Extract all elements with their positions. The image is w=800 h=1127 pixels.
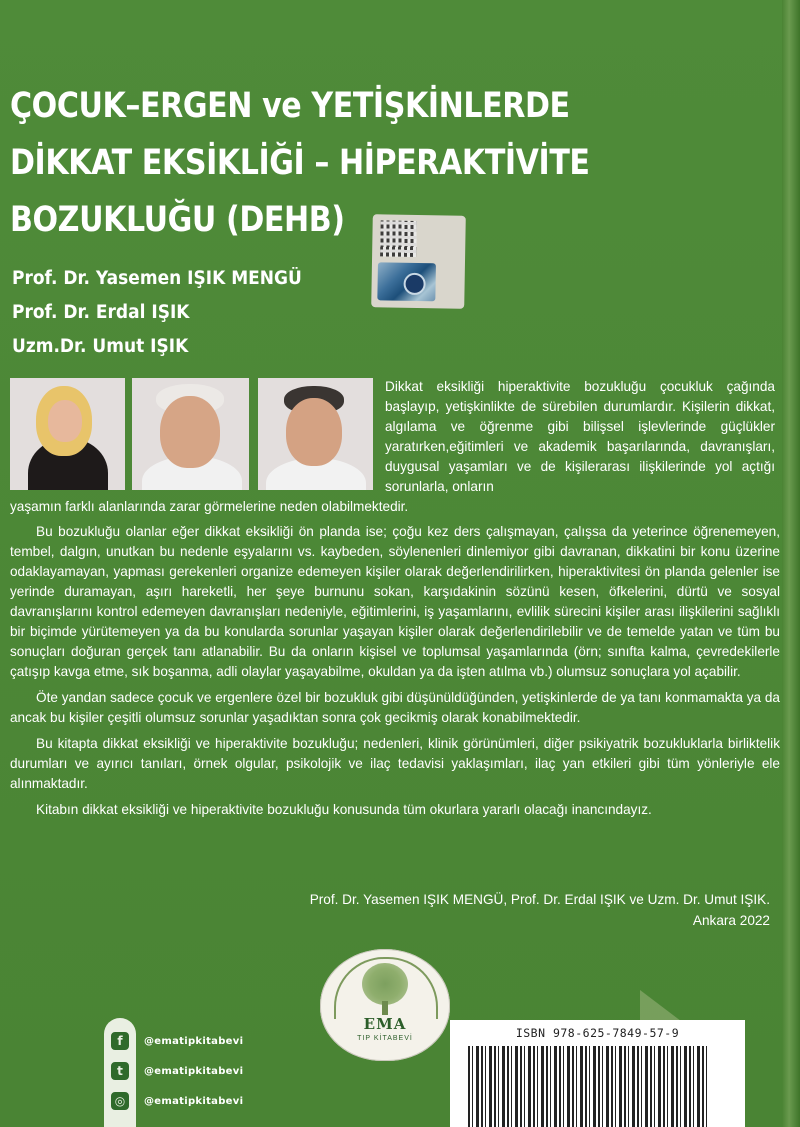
instagram-icon: ◎ bbox=[111, 1092, 129, 1110]
twitter-icon: t bbox=[111, 1062, 129, 1080]
hologram-icon bbox=[377, 262, 436, 301]
security-sticker bbox=[371, 214, 466, 309]
body-paragraph: Öte yandan sadece çocuk ve ergenlere özel bir bozukluk gibi düşünüldüğünden, yetişkinlerde de ya tanı konmamakta ya da ancak bu kişiler çeşitli olumsuz sorunlar yaşadıktan sonra çok gecikmiş olarak konabilmektedir. bbox=[10, 690, 780, 725]
facebook-handle: @ematipkitabevi bbox=[144, 1036, 244, 1047]
author-photo bbox=[132, 378, 249, 490]
body-text bbox=[10, 522, 780, 826]
social-icon-strip bbox=[104, 1018, 136, 1127]
instagram-handle: @ematipkitabevi bbox=[144, 1096, 244, 1107]
place-date: Ankara 2022 bbox=[692, 913, 770, 928]
isbn-number: ISBN 978-625-7849-57-9 bbox=[515, 1026, 680, 1040]
author-photo bbox=[258, 378, 373, 490]
publisher-subtitle: TIP KİTABEVİ bbox=[357, 1035, 413, 1042]
publisher-logo bbox=[320, 949, 450, 1061]
title-line: ÇOCUK–ERGEN ve YETİŞKİNLERDE bbox=[10, 86, 570, 126]
intro-paragraph-continued: yaşamın farklı alanlarında zarar görmelerine neden olabilmektedir. bbox=[10, 499, 409, 514]
spine-edge bbox=[782, 0, 800, 1127]
author-name: Prof. Dr. Yasemen IŞIK MENGÜ bbox=[12, 268, 302, 289]
author-list bbox=[12, 262, 302, 364]
signature-authors: Prof. Dr. Yasemen IŞIK MENGÜ, Prof. Dr. Erdal IŞIK ve Uzm. Dr. Umut IŞIK. bbox=[309, 892, 770, 907]
book-title bbox=[10, 78, 590, 249]
title-line: BOZUKLUĞU (DEHB) bbox=[10, 200, 345, 240]
signature-block bbox=[310, 889, 770, 931]
author-name: Uzm.Dr. Umut IŞIK bbox=[12, 336, 189, 357]
barcode-icon bbox=[468, 1046, 708, 1127]
body-paragraph: Bu bozukluğu olanlar eğer dikkat eksikliği ön planda ise; çoğu kez ders çalışmayan, çalışsa da yeterince öğrenemeyen, tembel, dalgın, unutkan bu nedenle eşyalarını vs. kaybeden, söylenenleri dinlemiyor gibi davranan, dikkatini bir konu üzerine odaklayamayan, yapması gerekenleri organize edemeyen kişiler olarak değerlendirilirken, hiperaktivitesi ön planda gelenler ise yerinde duramayan, aşırı hareketli, her şeye burnunu sokan, karşıdakinin sözünü kesen, öfkelerini, dürtü ve sosyal davranışlarını kontrol edemeyen davranışları nedeniyle, eğitimlerini, iş yaşamlarını, evlilik sürecini kişiler arası ilişkilerini sağlıklı bir biçimde yürütemeyen ya da bu konularda sorunlar yaşayan kişiler olarak değerlendirilebilir ve de temelde yatan ve tüm bu sonuçları doğuran gerçek tanı atlanabilir. Bu da onların kişisel ve toplumsal yaşamlarında (örn; sınıfta kalma, çevredekilerle çatışıp kavga etme, sık boşanma, adli olaylar yaşayabilme, okuldan ya da işten atılma vb.) olumsuz sonuçlara yol açabilir. bbox=[10, 524, 780, 679]
author-name: Prof. Dr. Erdal IŞIK bbox=[12, 302, 190, 323]
body-paragraph: Bu kitapta dikkat eksikliği ve hiperaktivite bozukluğu; nedenleri, klinik görünümleri, diğer psikiyatrik bozukluklarla birliktelik durumları ve ayırıcı tanıları, örnek olgular, psikolojik ve ilaç tedavisi yaklaşımları, ilaç yan etkileri gibi tüm yönleriyle ele alınmaktadır. bbox=[10, 736, 780, 791]
qr-code-icon bbox=[380, 220, 417, 257]
twitter-handle: @ematipkitabevi bbox=[144, 1066, 244, 1077]
tree-icon bbox=[362, 963, 408, 1005]
facebook-icon: f bbox=[111, 1032, 129, 1050]
intro-paragraph: Dikkat eksikliği hiperaktivite bozukluğu çocukluk çağında başlayıp, yetişkinlikte de sürebilen durumlardır. Kişilerin dikkat, algılama ve öğrenme gibi bilişsel işlevlerinde güçlükler yaratırken,eğitimleri ve akademik başarılarında, davranışları, duygusal yaşamları ve de kişilerarası ilişkilerinde yol açtığı sorunlarla, onların bbox=[385, 379, 775, 494]
barcode-area bbox=[450, 1020, 745, 1127]
body-paragraph: Kitabın dikkat eksikliği ve hiperaktivite bozukluğu konusunda tüm okurlara yararlı olacağı inancındayız. bbox=[36, 802, 652, 817]
sticker-serial bbox=[437, 219, 462, 303]
author-photo bbox=[10, 378, 125, 490]
title-line: DİKKAT EKSİKLİĞİ – HİPERAKTİVİTE bbox=[10, 143, 590, 183]
publisher-name: EMA bbox=[363, 1015, 407, 1033]
